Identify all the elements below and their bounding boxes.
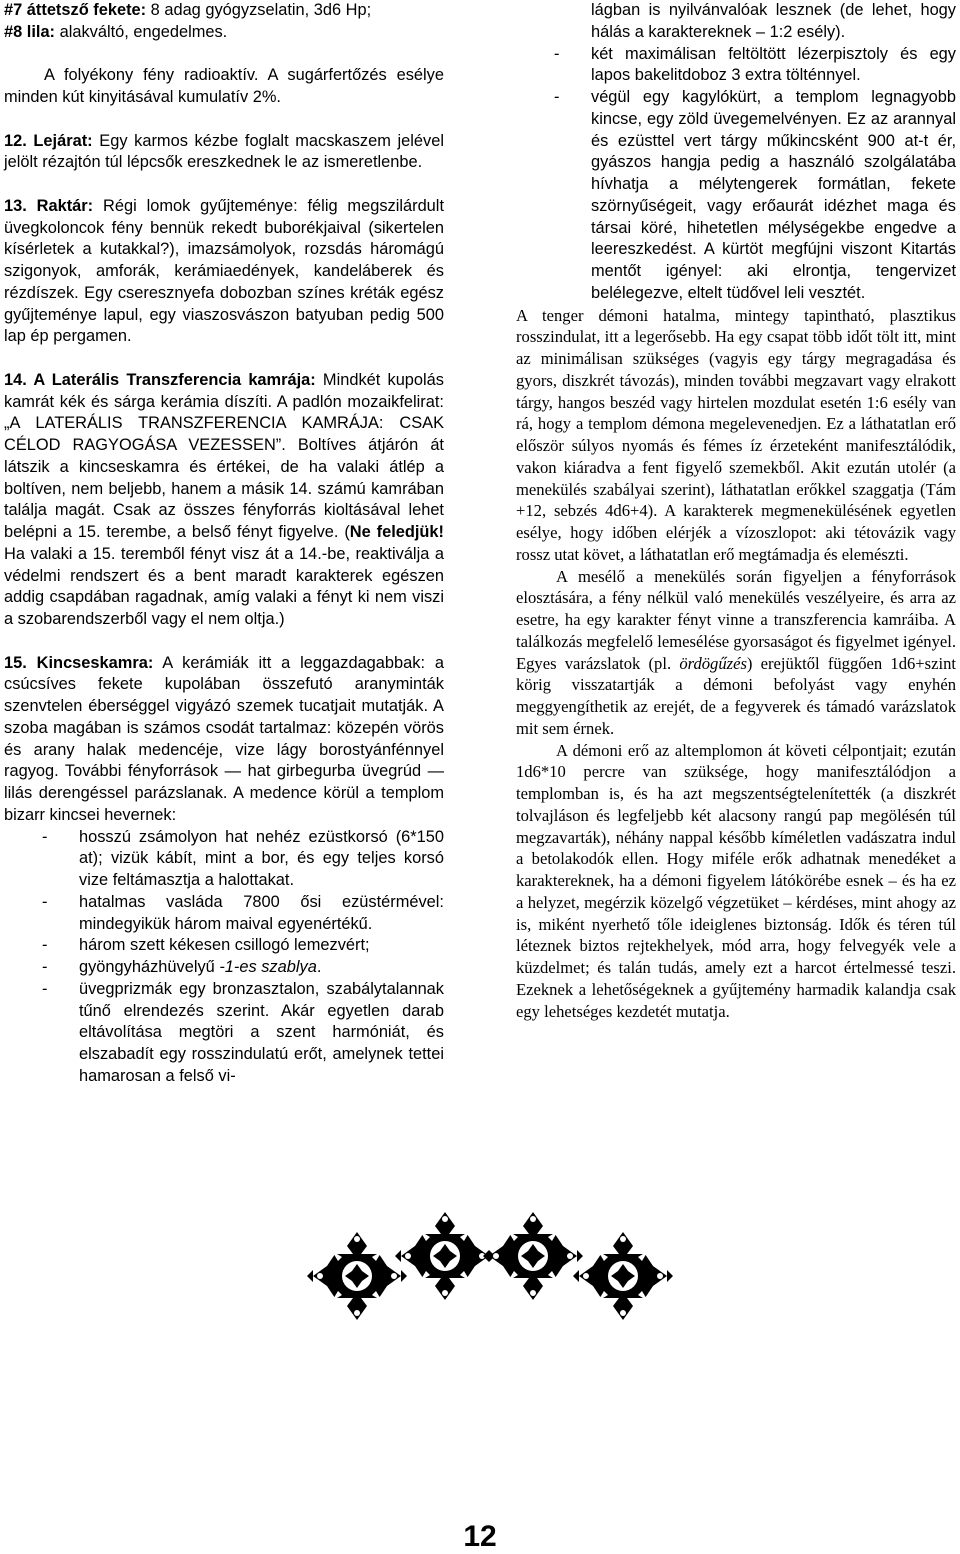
list-dash: - [42, 958, 48, 976]
list-item-text: üvegprizmák egy bronzasztalon, szabálytalannak tűnő elrendezés szerint. Akár egyetlen darab eltávolítása megtöri a szent harmóniát, és elszabadít egy rosszindulatú erőt, amelynek tettei hamarosan a felső vi- [79, 979, 444, 1085]
section-13-text: Régi lomok gyűjteménye: félig megszilárdult üvegkoloncok fény bennük rekedt buborékjaival (sikertelen kísérletek a kutakkal?), imazsámolyok, rozsdás háromágú szigonyok, amforák, kerámiaedények, kandeláberek és rézdíszek. Egy cseresznyefa dobozban színes kréták egész gyűjteménye lapul, egy viaszosvászon batyuban pedig 500 lap ép pergamen. [4, 196, 444, 346]
right-column [516, 0, 956, 1022]
left-column [4, 0, 444, 1088]
list-item-text: két maximálisan feltöltött lézerpisztoly és egy lapos bakelitdoboz 3 extra tölténnyel. [591, 44, 956, 85]
paragraph-demon-pursuit: A démoni erő az altemplomon át követi célpontjait; ezután 1d6*10 percre van szüksége, hogy manifesztálódjon a templomban is, és ha azt megszentségtelenítették (a diszkrét tolvajláson és legfeljebb két alacsony rangú pap megölésén túl megzavarták), néhány nappal később kíméletlen vadászatra indul a betolakodók ellen. Hogy miféle erők adhatnak menedéket a karaktereknek, ha a démoni figyelem látókörébe esnek – és ha ez a helyzet, megérzik közelgő végzetüket – kérdéses, mint ahogy az is, miként nyerhető tőle ideiglenes biztonság. Idők és téren túl léteznek biztos rejtekhelyek, mód arra, hogy felvegyék vele a küzdelmet; és talán tudás, amely ezt a harcot értelmessé teszi. Ezeknek a lehetőségeknek a gyűjtemény harmadik kalandja csak egy lehetséges kezdetét mutatja. [516, 740, 956, 1021]
list-item-italic: -1-es szablya [219, 958, 317, 976]
list-item [4, 892, 444, 936]
treasure-list [4, 827, 444, 1088]
list-item [516, 44, 956, 88]
list-item-text: lágban is nyilvánvalóak lesznek (de lehet, hogy hálás a karaktereknek – 1:2 esély). [591, 1, 956, 41]
list-item [516, 87, 956, 305]
section-14-text-b: Ha valaki a 15. teremből fényt visz át a 14.-be, reaktiválja a védelmi rendszert és a bent maradt karakterek egészen addig csapdában ragadnak, amíg valaki a fényt ki nem viszi a szobarendszerből vagy el nem oltja.) [4, 544, 444, 628]
ornament-second [395, 1212, 495, 1300]
list-item [4, 979, 444, 1088]
list-item [4, 957, 444, 979]
ornament-divider [305, 1208, 680, 1326]
item-7-text: 8 adag gyógyzselatin, 3d6 Hp; [146, 1, 372, 19]
paragraph-gm-advice-a: A mesélő a menekülés során figyeljen a fényforrások elosztására, a fény nélkül való menekülés veszélyeire, és arra az esetre, ha egy karakter fényt vinne a transzferencia kamráiba. A találkozás megfelelő lemesélése gyorsaságot és figyelmet igényel. Egyes varázslatok (pl. [516, 566, 956, 673]
section-13-label: 13. Raktár: [4, 196, 94, 215]
item-7 [4, 0, 444, 22]
paragraph-gm-advice-b: ) erejüktől függően 1d6+szint körig visszatartják a démoni befolyást vagy enyhén meggyengíthetik az erejét, de a fegyverek és támadó varázslatok mit sem érnek. [516, 653, 956, 738]
paragraph-gm-advice-italic: ördögűzés [679, 653, 747, 673]
ornament-left [307, 1232, 407, 1320]
list-dash: - [42, 892, 48, 911]
list-item [4, 827, 444, 892]
section-12-label: 12. Lejárat: [4, 131, 93, 150]
list-dash: - [42, 979, 48, 998]
section-15 [4, 653, 444, 827]
list-item-text: hosszú zsámolyon hat nehéz ezüstkorsó (6*150 at); vizük kábít, mint a bor, és egy teljes korsó vize feltámasztja a halottakat. [79, 827, 444, 889]
section-15-label: 15. Kincseskamra: [4, 653, 154, 672]
list-item-text: hatalmas vasláda 7800 ősi ezüstérmével: mindegyikük három maival egyenértékű. [79, 892, 444, 933]
list-dash: - [554, 44, 560, 63]
list-item [4, 935, 444, 957]
ornament-right [573, 1232, 673, 1320]
paragraph-gm-advice [516, 566, 956, 740]
list-item [516, 0, 956, 44]
section-14 [4, 370, 444, 631]
list-dash: - [42, 936, 48, 955]
item-8 [4, 22, 444, 44]
item-8-text: alakváltó, engedelmes. [55, 22, 228, 41]
list-dash: - [554, 88, 560, 106]
ornament-third [483, 1212, 583, 1300]
section-12-text: Egy karmos kézbe foglalt macskaszem jelével jelölt rézajtón túl lépcsők ereszkednek le az ismeretlenbe. [4, 131, 444, 172]
paragraph-demon-power: A tenger démoni hatalma, mintegy tapintható, plasztikus rosszindulat, itt a legerősebb. Ha egy csapat több időt tölt itt, mint az minimálisan szükséges (vagyis egy tárgy megragadása és gyors, diszkrét távozás), minden további megzavart vagy elrakott tárgy, hangos beszéd vagy hirtelen mozdulat esetén 1:6 esély van rá, hogy a templom démona megelevenedjen. Ez a láthatatlan erő először súlyos nyomás és fémes íz érzeteként manifesztálódik, vakon kiáradva a fent figyelő szemekből. Akit ezután utolér (a menekülés szabályai szerint), láthatatlan erőkkel szaggatja (Tám +12, sebzés 4d6+4). A karakterek megmenekülésének egyetlen esélye, hogy időben elérjék a vízoszlopot: aki tétovázik vagy rossz utat követ, a láthatatlan erő megtámadja és elemészti. [516, 305, 956, 564]
list-item-text: végül egy kagylókürt, a templom legnagyobb kincse, egy zöld üvegemelvényen. Ez az arannyal és ezüsttel vert tárgy műkincsként 900 at-t ér, gyászos hangja pedig a használó szolgálatába hívhatja a mélytengerek formátlan, fekete szörnyűségeit, vagy erőaurát idézhet maga és társai köré, hihetetlen mélységekbe engedve a leereszkedést. A kürtöt megfújni viszont Kitartás mentőt igényel: aki elrontja, tengervizet belélegezve, eltelt tüdővel leli vesztét. [591, 88, 956, 302]
section-14-text-a: Mindkét kupolás kamrát kék és sárga kerámia díszíti. A padlón mozaikfelirat: „A LATERÁLIS TRANSZFERENCIA KAMRÁJA: CSAK CÉLOD RAGYOGÁSA VEZESSEN”. Boltíves átjárón át látszik a kincseskamra és értékei, de ha valaki átlép a boltíven, nem beljebb, hanem a másik 14. számú kamrában találja magát. Csak az összes fényforrás kioltásával lehet belépni a 15. terembe, a belső fényt figyelve. ( [4, 370, 444, 541]
section-15-text: A kerámiák itt a leggazdagabbak: a csúcsíves fekete kupolában összefutó aranyminták szenvtelen éberséggel vigyázó szemek tucatjait mutatják. A szoba magában is számos csodát tartalmaz: közepén vörös és arany halak medencéje, vize lágy borostyánfénnyel ragyog. További fényforrások — hat girbegurba üvegrúd — lilás derengéssel parázslanak. A medence körül a templom bizarr kincsei hevernek: [4, 653, 445, 824]
item-8-label: #8 lila: [4, 22, 56, 41]
section-14-label: 14. A Laterális Transzferencia kamrája: [4, 370, 316, 389]
section-14-bold: Ne feledjük! [349, 523, 445, 541]
item-7-label: #7 áttetsző fekete: [4, 1, 147, 19]
section-12 [4, 131, 444, 175]
page-number: 12 [463, 1520, 497, 1553]
list-dash: - [42, 827, 48, 846]
list-item-text: gyöngyházhüvelyű [79, 958, 220, 976]
list-item-text: három szett kékesen csillogó lemezvért; [79, 936, 370, 955]
section-13 [4, 196, 444, 348]
fluid-light-note: A folyékony fény radioaktív. A sugárfertőzés esélye minden kút kinyitásával kumulatív 2%. [4, 66, 444, 106]
list-item-after: . [316, 958, 322, 976]
treasure-list-continued [516, 0, 956, 305]
